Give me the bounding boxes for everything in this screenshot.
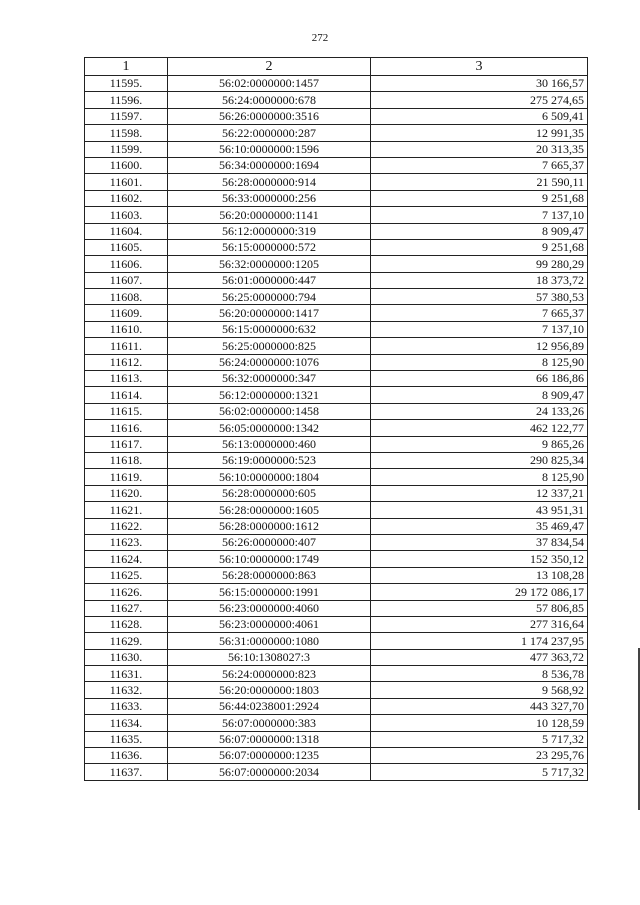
value-cell: 13 108,28 xyxy=(371,567,588,583)
row-number-cell: 11619. xyxy=(85,469,168,485)
cadastral-number-cell: 56:26:0000000:3516 xyxy=(168,108,371,124)
row-number-cell: 11625. xyxy=(85,567,168,583)
cadastral-number-cell: 56:24:0000000:678 xyxy=(168,92,371,108)
column-header-1: 1 xyxy=(85,58,168,76)
cadastral-number-cell: 56:05:0000000:1342 xyxy=(168,420,371,436)
value-cell: 23 295,76 xyxy=(371,748,588,764)
cadastral-number-cell: 56:10:0000000:1596 xyxy=(168,141,371,157)
table-row xyxy=(85,748,588,764)
value-cell: 30 166,57 xyxy=(371,76,588,92)
cadastral-number-cell: 56:32:0000000:347 xyxy=(168,371,371,387)
table-row xyxy=(85,387,588,403)
cadastral-number-cell: 56:25:0000000:825 xyxy=(168,338,371,354)
value-cell: 7 137,10 xyxy=(371,321,588,337)
cadastral-number-cell: 56:26:0000000:407 xyxy=(168,534,371,550)
cadastral-number-cell: 56:34:0000000:1694 xyxy=(168,157,371,173)
row-number-cell: 11600. xyxy=(85,157,168,173)
table-row xyxy=(85,305,588,321)
cadastral-number-cell: 56:07:0000000:2034 xyxy=(168,764,371,780)
value-cell: 66 186,86 xyxy=(371,371,588,387)
value-cell: 35 469,47 xyxy=(371,518,588,534)
cadastral-number-cell: 56:15:0000000:572 xyxy=(168,239,371,255)
cadastral-number-cell: 56:44:0238001:2924 xyxy=(168,698,371,714)
cadastral-number-cell: 56:28:0000000:1605 xyxy=(168,502,371,518)
value-cell: 7 665,37 xyxy=(371,157,588,173)
value-cell: 8 125,90 xyxy=(371,354,588,370)
row-number-cell: 11610. xyxy=(85,321,168,337)
table-row xyxy=(85,76,588,92)
value-cell: 5 717,32 xyxy=(371,731,588,747)
value-cell: 7 137,10 xyxy=(371,207,588,223)
row-number-cell: 11617. xyxy=(85,436,168,452)
value-cell: 57 380,53 xyxy=(371,289,588,305)
value-cell: 290 825,34 xyxy=(371,452,588,468)
cadastral-number-cell: 56:20:0000000:1417 xyxy=(168,305,371,321)
cadastral-number-cell: 56:28:0000000:914 xyxy=(168,174,371,190)
value-cell: 12 337,21 xyxy=(371,485,588,501)
table-body xyxy=(85,76,588,781)
table-row xyxy=(85,289,588,305)
row-number-cell: 11637. xyxy=(85,764,168,780)
value-cell: 12 991,35 xyxy=(371,125,588,141)
value-cell: 9 251,68 xyxy=(371,239,588,255)
row-number-cell: 11615. xyxy=(85,403,168,419)
row-number-cell: 11613. xyxy=(85,371,168,387)
row-number-cell: 11604. xyxy=(85,223,168,239)
cadastral-number-cell: 56:07:0000000:383 xyxy=(168,715,371,731)
table-row xyxy=(85,764,588,780)
row-number-cell: 11599. xyxy=(85,141,168,157)
table-row xyxy=(85,436,588,452)
table-row xyxy=(85,141,588,157)
value-cell: 24 133,26 xyxy=(371,403,588,419)
value-cell: 18 373,72 xyxy=(371,272,588,288)
cadastral-number-cell: 56:02:0000000:1457 xyxy=(168,76,371,92)
table-row xyxy=(85,616,588,632)
cadastral-number-cell: 56:23:0000000:4060 xyxy=(168,600,371,616)
page-number: 272 xyxy=(311,32,329,44)
row-number-cell: 11632. xyxy=(85,682,168,698)
row-number-cell: 11595. xyxy=(85,76,168,92)
value-cell: 37 834,54 xyxy=(371,534,588,550)
cadastral-number-cell: 56:07:0000000:1235 xyxy=(168,748,371,764)
cadastral-number-cell: 56:19:0000000:523 xyxy=(168,452,371,468)
cadastral-number-cell: 56:15:0000000:632 xyxy=(168,321,371,337)
table-row xyxy=(85,633,588,649)
table-row xyxy=(85,92,588,108)
table-row xyxy=(85,125,588,141)
table-row xyxy=(85,551,588,567)
table-row xyxy=(85,272,588,288)
table-row xyxy=(85,403,588,419)
value-cell: 57 806,85 xyxy=(371,600,588,616)
cadastral-number-cell: 56:02:0000000:1458 xyxy=(168,403,371,419)
value-cell: 152 350,12 xyxy=(371,551,588,567)
table-row xyxy=(85,715,588,731)
value-cell: 9 251,68 xyxy=(371,190,588,206)
row-number-cell: 11598. xyxy=(85,125,168,141)
row-number-cell: 11597. xyxy=(85,108,168,124)
column-header-3: 3 xyxy=(371,58,588,76)
table-header-row xyxy=(85,58,588,76)
table-row xyxy=(85,731,588,747)
cadastral-number-cell: 56:07:0000000:1318 xyxy=(168,731,371,747)
value-cell: 277 316,64 xyxy=(371,616,588,632)
table-row xyxy=(85,502,588,518)
table-row xyxy=(85,223,588,239)
table-row xyxy=(85,338,588,354)
table-row xyxy=(85,469,588,485)
value-cell: 8 909,47 xyxy=(371,387,588,403)
value-cell: 9 865,26 xyxy=(371,436,588,452)
row-number-cell: 11601. xyxy=(85,174,168,190)
value-cell: 99 280,29 xyxy=(371,256,588,272)
value-cell: 462 122,77 xyxy=(371,420,588,436)
cadastral-number-cell: 56:12:0000000:319 xyxy=(168,223,371,239)
value-cell: 275 274,65 xyxy=(371,92,588,108)
row-number-cell: 11611. xyxy=(85,338,168,354)
value-cell: 1 174 237,95 xyxy=(371,633,588,649)
cadastral-number-cell: 56:10:0000000:1804 xyxy=(168,469,371,485)
cadastral-number-cell: 56:20:0000000:1803 xyxy=(168,682,371,698)
row-number-cell: 11618. xyxy=(85,452,168,468)
table-row xyxy=(85,518,588,534)
table-row xyxy=(85,239,588,255)
value-cell: 6 509,41 xyxy=(371,108,588,124)
table-row xyxy=(85,534,588,550)
row-number-cell: 11609. xyxy=(85,305,168,321)
table-row xyxy=(85,649,588,665)
value-cell: 5 717,32 xyxy=(371,764,588,780)
row-number-cell: 11612. xyxy=(85,354,168,370)
value-cell: 29 172 086,17 xyxy=(371,584,588,600)
row-number-cell: 11596. xyxy=(85,92,168,108)
row-number-cell: 11623. xyxy=(85,534,168,550)
row-number-cell: 11626. xyxy=(85,584,168,600)
row-number-cell: 11607. xyxy=(85,272,168,288)
table-row xyxy=(85,157,588,173)
cadastral-number-cell: 56:13:0000000:460 xyxy=(168,436,371,452)
table-row xyxy=(85,452,588,468)
row-number-cell: 11631. xyxy=(85,666,168,682)
row-number-cell: 11603. xyxy=(85,207,168,223)
row-number-cell: 11627. xyxy=(85,600,168,616)
table-row xyxy=(85,682,588,698)
cadastral-number-cell: 56:20:0000000:1141 xyxy=(168,207,371,223)
row-number-cell: 11608. xyxy=(85,289,168,305)
value-cell: 10 128,59 xyxy=(371,715,588,731)
row-number-cell: 11616. xyxy=(85,420,168,436)
row-number-cell: 11622. xyxy=(85,518,168,534)
table-row xyxy=(85,567,588,583)
row-number-cell: 11633. xyxy=(85,698,168,714)
value-cell: 12 956,89 xyxy=(371,338,588,354)
cadastral-number-cell: 56:25:0000000:794 xyxy=(168,289,371,305)
table-row xyxy=(85,485,588,501)
table-row xyxy=(85,174,588,190)
row-number-cell: 11605. xyxy=(85,239,168,255)
table-row xyxy=(85,190,588,206)
cadastral-number-cell: 56:01:0000000:447 xyxy=(168,272,371,288)
table-row xyxy=(85,256,588,272)
cadastral-number-cell: 56:15:0000000:1991 xyxy=(168,584,371,600)
table-row xyxy=(85,207,588,223)
table-row xyxy=(85,420,588,436)
value-cell: 8 125,90 xyxy=(371,469,588,485)
row-number-cell: 11624. xyxy=(85,551,168,567)
cadastral-number-cell: 56:28:0000000:863 xyxy=(168,567,371,583)
column-header-2: 2 xyxy=(168,58,371,76)
table-row xyxy=(85,600,588,616)
value-cell: 9 568,92 xyxy=(371,682,588,698)
value-cell: 20 313,35 xyxy=(371,141,588,157)
value-cell: 43 951,31 xyxy=(371,502,588,518)
value-cell: 477 363,72 xyxy=(371,649,588,665)
row-number-cell: 11635. xyxy=(85,731,168,747)
cadastral-number-cell: 56:28:0000000:605 xyxy=(168,485,371,501)
table-row xyxy=(85,371,588,387)
value-cell: 21 590,11 xyxy=(371,174,588,190)
cadastral-value-table xyxy=(84,57,588,781)
row-number-cell: 11629. xyxy=(85,633,168,649)
row-number-cell: 11630. xyxy=(85,649,168,665)
table-row xyxy=(85,108,588,124)
table-row xyxy=(85,666,588,682)
row-number-cell: 11621. xyxy=(85,502,168,518)
row-number-cell: 11606. xyxy=(85,256,168,272)
table-row xyxy=(85,584,588,600)
cadastral-number-cell: 56:22:0000000:287 xyxy=(168,125,371,141)
value-cell: 8 909,47 xyxy=(371,223,588,239)
value-cell: 8 536,78 xyxy=(371,666,588,682)
table-row xyxy=(85,698,588,714)
cadastral-number-cell: 56:24:0000000:1076 xyxy=(168,354,371,370)
row-number-cell: 11614. xyxy=(85,387,168,403)
row-number-cell: 11636. xyxy=(85,748,168,764)
cadastral-number-cell: 56:10:1308027:3 xyxy=(168,649,371,665)
cadastral-number-cell: 56:32:0000000:1205 xyxy=(168,256,371,272)
row-number-cell: 11620. xyxy=(85,485,168,501)
row-number-cell: 11602. xyxy=(85,190,168,206)
cadastral-number-cell: 56:10:0000000:1749 xyxy=(168,551,371,567)
cadastral-number-cell: 56:33:0000000:256 xyxy=(168,190,371,206)
cadastral-number-cell: 56:23:0000000:4061 xyxy=(168,616,371,632)
row-number-cell: 11634. xyxy=(85,715,168,731)
row-number-cell: 11628. xyxy=(85,616,168,632)
cadastral-number-cell: 56:12:0000000:1321 xyxy=(168,387,371,403)
value-cell: 443 327,70 xyxy=(371,698,588,714)
cadastral-number-cell: 56:24:0000000:823 xyxy=(168,666,371,682)
cadastral-number-cell: 56:28:0000000:1612 xyxy=(168,518,371,534)
cadastral-number-cell: 56:31:0000000:1080 xyxy=(168,633,371,649)
table-row xyxy=(85,321,588,337)
table-row xyxy=(85,354,588,370)
value-cell: 7 665,37 xyxy=(371,305,588,321)
